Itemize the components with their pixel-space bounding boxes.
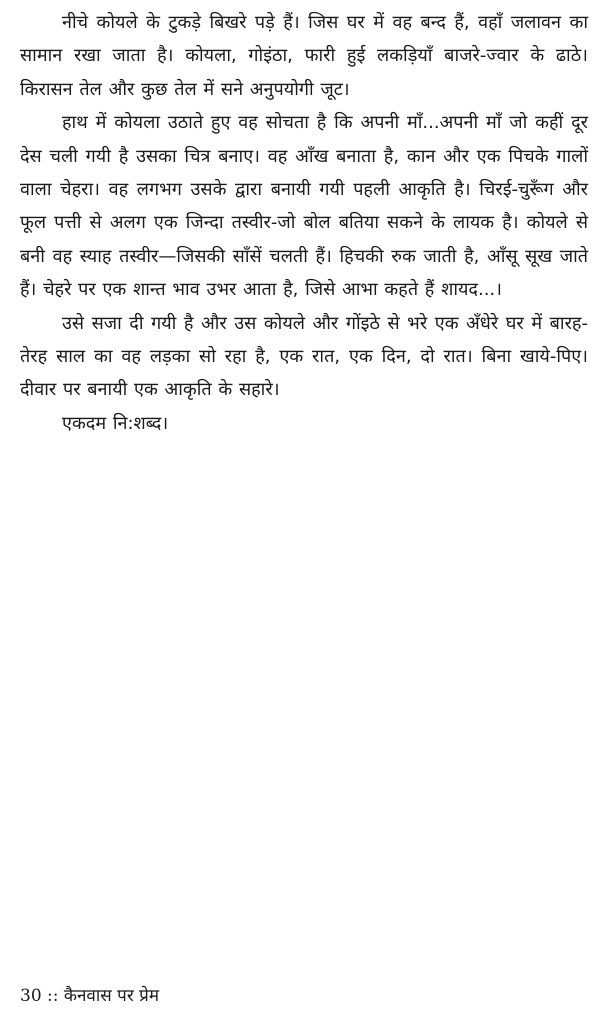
page-body: [20, 6, 588, 440]
paragraph-2: हाथ में कोयला उठाते हुए वह सोचता है कि अपनी माँ...अपनी माँ जो कहीं दूर देस चली गयी है उसका चित्र बनाए। वह आँख बनाता है, कान और एक पिचके गालों वाला चेहरा। वह लगभग उसके द्वारा बनायी गयी पहली आकृति है। चिरई-चुरूँग और फूल पत्ती से अलग एक जिन्दा तस्वीर-जो बोल बतिया सकने के लायक है। कोयले से बनी वह स्याह तस्वीर—जिसकी साँसें चलती हैं। हिचकी रुक जाती है, आँसू सूख जाते हैं। चेहरे पर एक शान्त भाव उभर आता है, जिसे आभा कहते हैं शायद...।: [20, 112, 588, 301]
book-title: कैनवास पर प्रेम: [63, 986, 160, 1006]
paragraph-4: एकदम नि:शब्द।: [62, 412, 169, 434]
footer-separator: ::: [47, 986, 59, 1006]
paragraph-1: नीचे कोयले के टुकड़े बिखरे पड़े हैं। जिस घर में वह बन्द हैं, वहाँ जलावन का सामान रखा जाता है। कोयला, गोइंठा, फारी हुई लकड़ियाँ बाजरे-ज्वार के ढाठे। किरासन तेल और कुछ तेल में सने अनुपयोगी जूट।: [20, 12, 588, 100]
page-footer: [20, 983, 159, 1006]
paragraph-3: उसे सजा दी गयी है और उस कोयले और गोंइठे से भरे एक अँधेरे घर में बारह-तेरह साल का वह लड़का सो रहा है, एक रात, एक दिन, दो रात। बिना खाये-पिए। दीवार पर बनायी एक आकृति के सहारे।: [20, 312, 588, 401]
page-number: 30: [20, 986, 42, 1006]
